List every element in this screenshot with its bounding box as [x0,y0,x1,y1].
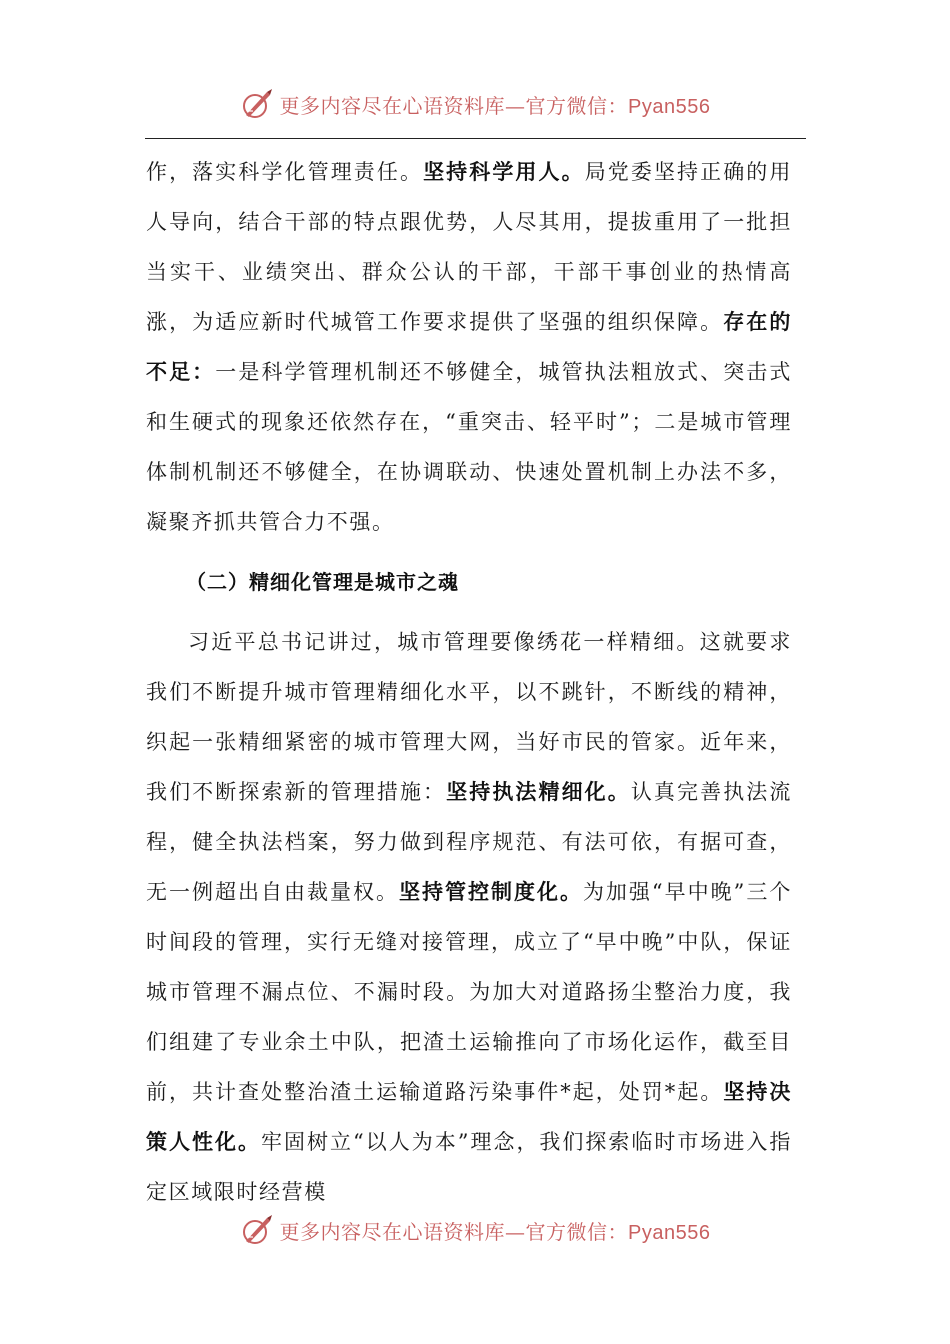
header-divider [145,138,806,139]
p2-bold-2: 坚持管控制度化。 [398,880,583,904]
p2-text-4: 牢固树立“以人为本”理念，我们探索临时市场进入指定区域限时经营模 [146,1130,793,1204]
p1-text-2: 局党委坚持正确的用人导向，结合干部的特点跟优势，人尽其用，提拔重用了一批担当实干、业绩突出、群众公认的干部，干部干事创业的热情高涨，为适应新时代城管工作要求提供了坚强的组织保障。 [146,160,792,334]
section-heading-2: （二）精细化管理是城市之魂 [186,570,459,594]
paragraph-1 [146,147,792,547]
p1-bold-2: 存在的不足： [146,310,792,384]
footer-banner-label: 更多内容尽在心语资料库—官方微信： [279,1219,629,1244]
header-banner-label: 更多内容尽在心语资料库—官方微信： [279,93,629,118]
p1-text-3: 一是科学管理机制还不够健全，城管执法粗放式、突击式和生硬式的现象还依然存在，“重突击、轻平时”；二是城市管理体制机制还不够健全，在协调联动、快速处置机制上办法不多，凝聚齐抓共管合力不强。 [146,360,792,534]
spacer [146,607,792,617]
header-wechat-id: Pyan556 [628,95,711,118]
footer-banner-text [280,1216,711,1245]
footer-banner [0,1212,950,1248]
footer-wechat-id: Pyan556 [628,1221,711,1244]
p1-bold-1: 坚持科学用人。 [423,160,585,184]
p1-text-1: 作，落实科学化管理责任。 [146,160,424,184]
document-body [146,147,792,1217]
p2-bold-3: 坚持决策人性化。 [146,1080,792,1154]
p2-text-3: 为加强“早中晚”三个时间段的管理，实行无缝对接管理，成立了“早中晚”中队，保证城市管理不漏点位、不漏时段。为加大对道路扬尘整治力度，我们组建了专业余土中队，把渣土运输推向了市场化运作，截至目前，共计查处整治渣土运输道路污染事件*起，处罚*起。 [146,880,792,1104]
p2-text-2: 认真完善执法流程，健全执法档案，努力做到程序规范、有法可依，有据可查，无一例超出自由裁量权。 [146,780,792,904]
quill-pen-icon [240,1213,274,1247]
header-banner-text [280,90,711,119]
quill-pen-icon [240,87,274,121]
paragraph-2 [146,617,792,1217]
p2-text-1: 习近平总书记讲过，城市管理要像绣花一样精细。这就要求我们不断提升城市管理精细化水平，以不跳针，不断线的精神，织起一张精细紧密的城市管理大网，当好市民的管家。近年来，我们不断探索新的管理措施： [146,630,792,804]
p2-bold-1: 坚持执法精细化。 [446,780,631,804]
header-banner [0,86,950,122]
